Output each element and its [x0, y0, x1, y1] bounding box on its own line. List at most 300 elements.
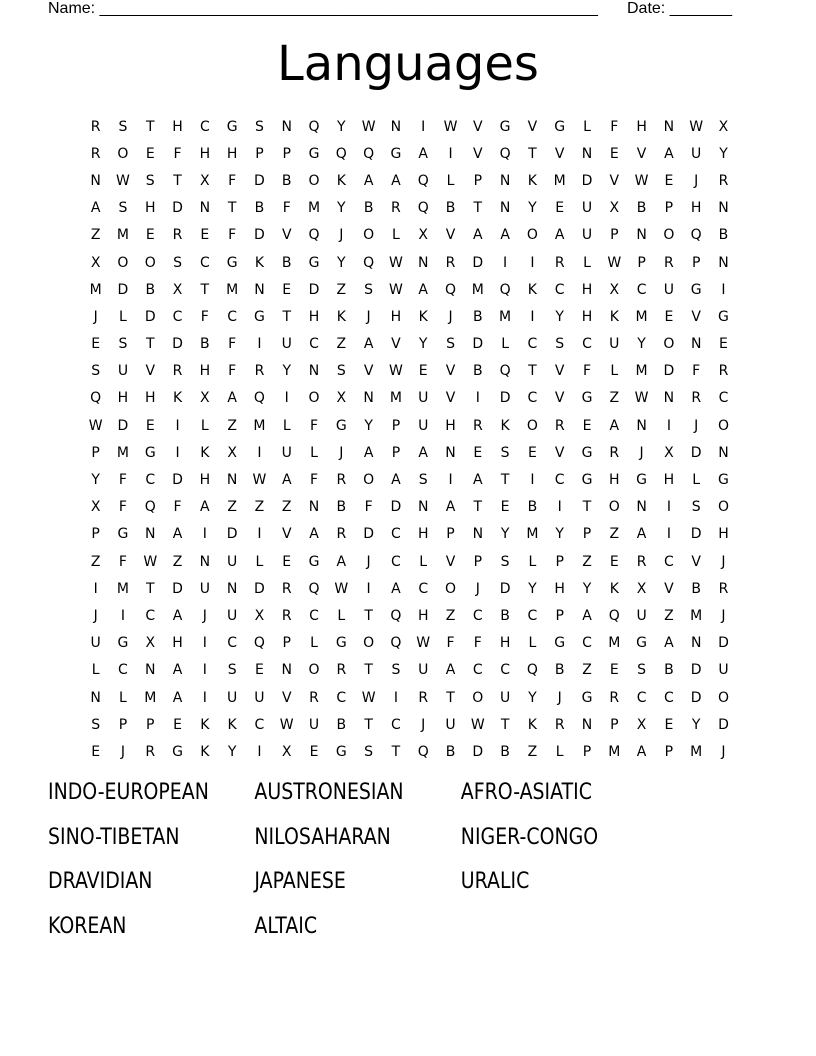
grid-letter: J [557, 689, 562, 706]
grid-letter: D [254, 580, 265, 597]
grid-letter: W [634, 390, 649, 407]
grid-letter: K [336, 172, 346, 189]
grid-letter: B [281, 254, 292, 271]
grid-letter: F [309, 472, 319, 489]
grid-letter: Y [91, 472, 100, 489]
grid-letter: G [690, 281, 702, 298]
grid-letter: I [448, 472, 453, 489]
grid-letter: G [117, 635, 129, 652]
grid-letter: M [553, 172, 566, 189]
grid-letter: I [120, 607, 126, 624]
grid-letter: N [308, 499, 320, 516]
grid-letter: J [448, 308, 453, 325]
grid-letter: X [145, 635, 156, 652]
grid-letter: O [117, 145, 129, 162]
word-list-item: INDO-EUROPEAN [48, 780, 209, 805]
grid-letter: R [636, 553, 647, 570]
grid-letter: K [527, 716, 537, 733]
grid-letter: Z [227, 499, 237, 516]
grid-letter: E [282, 553, 292, 570]
grid-letter: U [308, 716, 320, 733]
grid-letter: A [172, 607, 183, 624]
grid-letter: S [500, 444, 510, 461]
grid-letter: S [227, 662, 237, 679]
grid-letter: T [528, 145, 537, 162]
grid-letter: F [282, 200, 291, 217]
grid-letter: P [91, 526, 100, 543]
grid-letter: R [90, 118, 101, 135]
grid-letter: S [637, 662, 647, 679]
grid-letter: I [257, 743, 262, 760]
grid-letter: G [390, 145, 402, 162]
grid-letter: Y [364, 417, 373, 434]
grid-letter: Q [144, 499, 156, 516]
grid-letter: A [363, 172, 374, 189]
grid-letter: X [718, 118, 729, 135]
grid-letter: E [500, 499, 510, 516]
grid-letter: A [281, 472, 292, 489]
grid-letter: U [718, 662, 729, 679]
grid-letter: Z [445, 607, 456, 624]
grid-letter: F [582, 363, 592, 380]
grid-letter: C [227, 308, 238, 325]
grid-letter: B [336, 499, 347, 516]
grid-letter: I [666, 417, 671, 434]
grid-letter: I [666, 499, 671, 516]
grid-letter: U [281, 336, 292, 353]
word-list-item: DRAVIDIAN [48, 869, 153, 894]
grid-letter: S [500, 553, 510, 570]
grid-letter: A [363, 444, 374, 461]
grid-letter: X [227, 444, 237, 461]
grid-letter: X [172, 281, 183, 298]
grid-letter: S [173, 254, 182, 271]
grid-letter: A [445, 662, 456, 679]
grid-letter: Q [444, 281, 457, 298]
grid-letter: B [445, 743, 456, 760]
grid-letter: M [307, 200, 321, 217]
grid-letter: E [664, 308, 674, 325]
grid-letter: B [363, 200, 374, 217]
grid-letter: B [445, 200, 456, 217]
grid-letter: R [336, 526, 347, 543]
grid-letter: U [581, 227, 593, 244]
grid-letter: P [473, 553, 483, 570]
grid-letter: D [690, 444, 702, 461]
grid-letter: H [417, 607, 429, 624]
grid-letter: R [718, 363, 729, 380]
grid-letter: X [200, 172, 210, 189]
grid-letter: W [252, 472, 267, 489]
grid-letter: O [663, 336, 675, 353]
word-search-grid [82, 113, 737, 766]
grid-letter: K [609, 580, 619, 597]
grid-letter: N [663, 390, 675, 407]
grid-letter: E [145, 417, 155, 434]
grid-letter: L [337, 607, 346, 624]
grid-letter: W [388, 363, 403, 380]
grid-letter: J [93, 607, 98, 624]
grid-letter: M [608, 635, 621, 652]
grid-letter: J [721, 743, 726, 760]
grid-letter: I [475, 390, 480, 407]
grid-letter: V [636, 145, 647, 162]
grid-letter: D [363, 526, 374, 543]
grid-letter: K [254, 254, 265, 271]
grid-letter: J [475, 580, 480, 597]
grid-letter: A [418, 281, 428, 298]
grid-letter: Q [253, 390, 265, 407]
grid-letter: Q [363, 254, 375, 271]
grid-letter: G [308, 553, 320, 570]
grid-letter: L [446, 172, 455, 189]
grid-letter: I [557, 499, 562, 516]
grid-letter: U [581, 200, 593, 217]
grid-letter: I [448, 145, 453, 162]
grid-letter: V [691, 308, 701, 325]
grid-letter: T [173, 172, 182, 189]
grid-letter: N [718, 444, 729, 461]
grid-letter: U [418, 662, 429, 679]
grid-letter: M [526, 526, 539, 543]
grid-letter: O [363, 635, 375, 652]
grid-letter: D [581, 172, 593, 189]
grid-letter: O [717, 417, 729, 434]
grid-letter: D [254, 227, 265, 244]
grid-letter: A [636, 526, 647, 543]
grid-letter: R [254, 363, 265, 380]
grid-letter: O [308, 172, 320, 189]
grid-letter: P [610, 716, 619, 733]
grid-letter: W [88, 417, 103, 434]
grid-letter: A [172, 689, 183, 706]
grid-letter: M [253, 417, 266, 434]
grid-letter: V [363, 363, 374, 380]
grid-letter: U [90, 635, 101, 652]
grid-letter: G [335, 635, 347, 652]
grid-letter: E [609, 145, 619, 162]
grid-letter: O [363, 227, 375, 244]
grid-letter: D [172, 336, 183, 353]
grid-letter: V [554, 145, 565, 162]
grid-letter: M [144, 689, 157, 706]
date-field: Date: _______ [627, 0, 732, 17]
grid-letter: H [144, 200, 156, 217]
grid-letter: L [282, 417, 291, 434]
grid-letter: F [228, 172, 237, 189]
grid-letter: M [499, 308, 512, 325]
grid-letter: N [581, 145, 593, 162]
grid-letter: F [473, 635, 482, 652]
grid-letter: Z [90, 553, 101, 570]
grid-letter: S [91, 363, 101, 380]
grid-letter: A [363, 336, 374, 353]
grid-letter: O [308, 390, 320, 407]
grid-letter: Q [390, 607, 402, 624]
grid-letter: H [690, 200, 702, 217]
grid-letter: H [417, 526, 429, 543]
grid-letter: O [472, 689, 484, 706]
grid-letter: H [581, 308, 593, 325]
grid-letter: I [202, 689, 207, 706]
grid-letter: Y [227, 743, 237, 760]
grid-letter: N [718, 254, 729, 271]
grid-letter: N [636, 499, 647, 516]
grid-letter: S [418, 472, 428, 489]
grid-letter: F [610, 118, 619, 135]
grid-letter: K [200, 444, 210, 461]
grid-letter: U [227, 553, 238, 570]
grid-letter: R [609, 689, 620, 706]
grid-letter: D [472, 254, 484, 271]
grid-letter: F [364, 499, 373, 516]
grid-letter: Y [337, 254, 346, 271]
grid-letter: M [89, 281, 102, 298]
grid-letter: R [90, 145, 101, 162]
grid-letter: T [473, 499, 483, 516]
grid-letter: D [308, 281, 320, 298]
grid-letter: A [609, 417, 620, 434]
grid-letter: Y [691, 716, 701, 733]
grid-letter: B [664, 662, 674, 679]
grid-letter: T [145, 580, 155, 597]
grid-letter: A [473, 472, 483, 489]
grid-letter: E [173, 716, 182, 733]
grid-letter: F [200, 308, 209, 325]
grid-letter: C [527, 390, 538, 407]
grid-letter: W [416, 635, 431, 652]
grid-letter: C [254, 716, 265, 733]
grid-letter: A [445, 499, 456, 516]
grid-letter: V [527, 118, 538, 135]
grid-letter: Q [90, 390, 102, 407]
grid-letter: H [226, 145, 238, 162]
grid-letter: W [388, 281, 403, 298]
grid-letter: G [636, 635, 648, 652]
grid-letter: K [527, 281, 537, 298]
grid-letter: F [118, 472, 127, 489]
grid-letter: G [308, 145, 320, 162]
grid-letter: J [721, 553, 726, 570]
grid-letter: I [257, 526, 262, 543]
grid-letter: P [391, 417, 401, 434]
grid-letter: T [582, 499, 592, 516]
grid-letter: M [226, 281, 239, 298]
grid-letter: Y [582, 580, 592, 597]
grid-letter: M [471, 281, 484, 298]
grid-letter: N [417, 499, 429, 516]
grid-letter: R [718, 172, 729, 189]
grid-letter: R [145, 743, 156, 760]
grid-letter: C [172, 308, 183, 325]
grid-letter: N [254, 281, 265, 298]
grid-letter: Z [609, 526, 620, 543]
word-list-item: SINO-TIBETAN [48, 824, 180, 850]
grid-letter: R [172, 363, 183, 380]
grid-letter: N [663, 118, 675, 135]
grid-letter: Q [526, 662, 538, 679]
grid-letter: Q [499, 281, 511, 298]
grid-letter: J [339, 227, 344, 244]
grid-letter: Q [417, 743, 429, 760]
grid-letter: P [555, 553, 564, 570]
grid-letter: C [582, 635, 592, 652]
grid-letter: F [309, 417, 319, 434]
grid-letter: T [500, 472, 510, 489]
grid-letter: U [663, 281, 674, 298]
grid-letter: V [691, 553, 701, 570]
grid-letter: R [336, 472, 347, 489]
grid-letter: B [500, 743, 510, 760]
grid-letter: M [690, 607, 703, 624]
grid-letter: D [499, 580, 511, 597]
grid-letter: E [719, 336, 728, 353]
grid-letter: C [663, 689, 674, 706]
grid-letter: J [721, 607, 726, 624]
grid-letter: H [636, 118, 647, 135]
grid-letter: D [254, 172, 265, 189]
grid-letter: L [392, 227, 400, 244]
grid-letter: C [472, 607, 483, 624]
grid-letter: N [226, 580, 238, 597]
grid-letter: E [282, 281, 292, 298]
grid-letter: D [663, 363, 675, 380]
grid-letter: E [418, 363, 428, 380]
grid-letter: X [609, 281, 620, 298]
grid-letter: L [583, 254, 591, 271]
grid-letter: A [309, 526, 319, 543]
grid-letter: K [609, 308, 619, 325]
grid-letter: E [664, 172, 674, 189]
grid-letter: I [421, 118, 426, 135]
grid-letter: A [172, 662, 183, 679]
grid-letter: C [582, 336, 592, 353]
grid-letter: O [444, 580, 457, 597]
grid-letter: D [172, 472, 183, 489]
grid-letter: R [281, 580, 292, 597]
grid-letter: T [364, 662, 373, 679]
grid-letter: C [118, 662, 128, 679]
grid-letter: E [91, 336, 101, 353]
grid-letter: N [308, 363, 320, 380]
grid-letter: D [172, 200, 183, 217]
grid-letter: N [363, 390, 374, 407]
grid-letter: N [390, 118, 402, 135]
grid-letter: Z [609, 390, 620, 407]
grid-letter: F [118, 553, 127, 570]
grid-letter: I [503, 254, 508, 271]
grid-letter: L [583, 118, 591, 135]
grid-letter: G [144, 444, 156, 461]
grid-letter: D [472, 336, 484, 353]
grid-letter: O [717, 689, 729, 706]
grid-letter: N [90, 689, 101, 706]
grid-letter: M [389, 390, 402, 407]
grid-letter: N [636, 417, 647, 434]
grid-letter: W [388, 254, 403, 271]
grid-letter: P [582, 526, 592, 543]
grid-letter: B [281, 172, 292, 189]
grid-letter: L [255, 553, 264, 570]
grid-letter: S [91, 716, 101, 733]
grid-letter: G [254, 308, 265, 325]
grid-letter: I [393, 689, 398, 706]
grid-letter: N [281, 118, 292, 135]
grid-letter: Y [500, 526, 510, 543]
grid-letter: Q [417, 172, 429, 189]
grid-letter: G [335, 743, 347, 760]
grid-letter: B [527, 499, 538, 516]
grid-letter: L [200, 417, 209, 434]
grid-letter: E [200, 227, 210, 244]
grid-letter: L [119, 689, 127, 706]
grid-letter: H [199, 145, 211, 162]
grid-letter: E [473, 444, 483, 461]
grid-letter: A [636, 743, 647, 760]
grid-letter: H [554, 580, 565, 597]
grid-letter: C [199, 118, 210, 135]
grid-letter: P [555, 607, 564, 624]
grid-letter: X [418, 227, 428, 244]
grid-letter: I [175, 444, 180, 461]
grid-letter: S [555, 336, 565, 353]
grid-letter: T [446, 689, 455, 706]
grid-letter: L [555, 743, 564, 760]
grid-letter: N [417, 254, 429, 271]
grid-letter: Y [337, 200, 346, 217]
grid-letter: N [499, 172, 511, 189]
grid-letter: R [609, 444, 620, 461]
grid-letter: E [609, 662, 619, 679]
grid-letter: O [526, 227, 538, 244]
grid-letter: U [281, 444, 292, 461]
grid-letter: J [421, 716, 426, 733]
grid-letter: L [528, 635, 537, 652]
grid-letter: V [445, 390, 456, 407]
grid-letter: V [445, 227, 456, 244]
grid-letter: L [310, 635, 318, 652]
grid-letter: T [528, 363, 537, 380]
grid-letter: W [143, 553, 158, 570]
grid-letter: N [472, 526, 484, 543]
grid-letter: R [472, 417, 483, 434]
grid-letter: X [90, 499, 101, 516]
grid-letter: U [199, 580, 210, 597]
grid-letter: N [199, 553, 211, 570]
grid-letter: N [281, 662, 292, 679]
grid-letter: W [279, 716, 294, 733]
grid-letter: A [391, 580, 401, 597]
grid-letter: D [690, 689, 702, 706]
grid-letter: S [691, 499, 701, 516]
grid-letter: W [443, 118, 458, 135]
grid-letter: Q [335, 145, 347, 162]
grid-letter: I [202, 635, 207, 652]
grid-letter: C [227, 635, 238, 652]
grid-letter: G [117, 526, 129, 543]
grid-letter: R [336, 662, 347, 679]
grid-letter: K [200, 743, 210, 760]
grid-letter: C [336, 689, 347, 706]
grid-letter: P [146, 716, 155, 733]
grid-letter: M [608, 743, 621, 760]
name-field: Name: ________________________________________________________ [48, 0, 598, 17]
grid-letter: A [227, 390, 237, 407]
grid-letter: B [200, 336, 210, 353]
grid-letter: T [391, 743, 401, 760]
grid-letter: O [526, 417, 538, 434]
grid-letter: V [664, 580, 674, 597]
